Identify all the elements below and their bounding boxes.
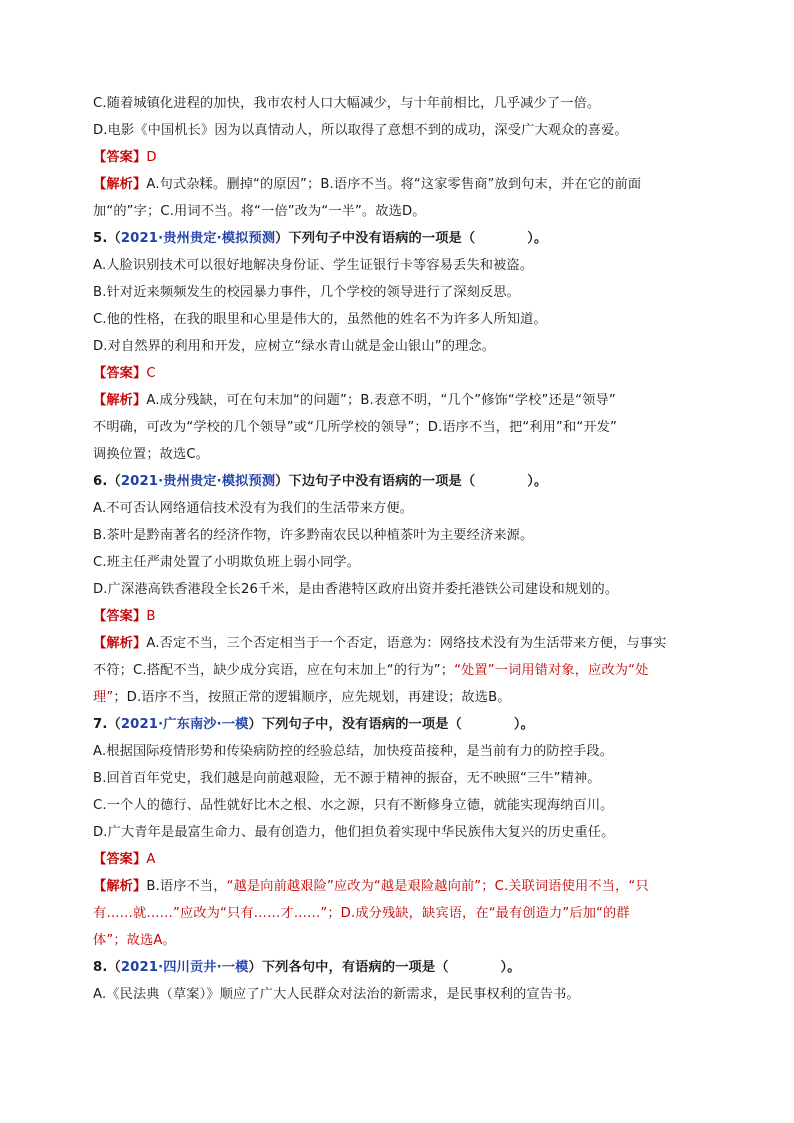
q7-analysis-line-2: 有……就……”应改为“只有……才……”；D.成分残缺，缺宾语，在“最有创造力”后加“的群 xyxy=(93,906,630,921)
q8-option-a: A.《民法典（草案）》顺应了广大人民群众对法治的新需求，是民事权利的宣告书。 xyxy=(93,987,580,1002)
q5-option-b: B.针对近来频频发生的校园暴力事件，几个学校的领导进行了深刻反思。 xyxy=(93,285,520,300)
q4-analysis-line-2: 加“的”字；C.用词不当。将“一倍”改为“一半”。故选D。 xyxy=(93,204,426,219)
question-end: ）。 xyxy=(527,474,548,489)
answer-value: A xyxy=(146,852,156,867)
question-number: 6.（ xyxy=(93,474,121,489)
question-number: 5.（ xyxy=(93,231,121,246)
question-text: ）下边句子中没有语病的一项是（ xyxy=(275,474,476,489)
q7-analysis-line-3: 体”；故选A。 xyxy=(93,933,176,948)
answer-value: D xyxy=(146,150,157,165)
analysis-text: A.成分残缺，可在句末加“的问题”；B.表意不明，“几个”修饰“学校”还是“领导” xyxy=(146,393,616,408)
q6-stem xyxy=(93,468,713,495)
q4-option-d: D.电影《中国机长》因为以真情动人，所以取得了意想不到的成功，深受广大观众的喜爱。 xyxy=(93,123,628,138)
analysis-text: A.句式杂糅。删掉“的原因”；B.语序不当。将“这家零售商”放到句末，并在它的前面 xyxy=(146,177,642,192)
q7-option-b: B.回首百年党史，我们越是向前越艰险，无不源于精神的振奋，无不映照“三牛”精神。 xyxy=(93,771,601,786)
question-number: 8.（ xyxy=(93,960,121,975)
analysis-text: A.否定不当，三个否定相当于一个否定，语意为：网络技术没有为生活带来方便，与事实 xyxy=(146,636,667,651)
question-text: ）下列各句中，有语病的一项是（ xyxy=(248,960,449,975)
q4-analysis-line-1 xyxy=(93,171,713,198)
question-end: ）。 xyxy=(500,960,521,975)
q7-option-d: D.广大青年是最富生命力、最有创造力，他们担负着实现中华民族伟大复兴的历史重任。 xyxy=(93,825,615,840)
analysis-text: 不符；C.搭配不当，缺少成分宾语，应在句末加上“的行为”； xyxy=(93,663,455,678)
answer-tag: 【答案】 xyxy=(93,852,147,867)
analysis-tag: 【解析】 xyxy=(93,393,147,408)
q6-option-a: A.不可否认网络通信技术没有为我们的生活带来方便。 xyxy=(93,501,414,516)
analysis-tag: 【解析】 xyxy=(93,879,147,894)
question-source: 2021·贵州贵定·模拟预测 xyxy=(120,231,276,246)
analysis-tag: 【解析】 xyxy=(93,177,147,192)
q5-option-a: A.人脸识别技术可以很好地解决身份证、学生证银行卡等容易丢失和被盗。 xyxy=(93,258,534,273)
q5-answer xyxy=(93,360,713,387)
q7-answer xyxy=(93,846,713,873)
question-end: ）。 xyxy=(513,717,534,732)
question-number: 7.（ xyxy=(93,717,121,732)
q5-analysis-line-1 xyxy=(93,387,713,414)
question-end: ）。 xyxy=(527,231,548,246)
analysis-highlight: 理” xyxy=(93,690,114,705)
q6-option-b: B.茶叶是黔南著名的经济作物，许多黔南农民以种植茶叶为主要经济来源。 xyxy=(93,528,534,543)
q7-analysis-line-1 xyxy=(93,873,713,900)
q5-option-c: C.他的性格，在我的眼里和心里是伟大的，虽然他的姓名不为许多人所知道。 xyxy=(93,312,547,327)
answer-tag: 【答案】 xyxy=(93,150,147,165)
q6-option-c: C.班主任严肃处置了小明欺负班上弱小同学。 xyxy=(93,555,361,570)
analysis-highlight: “越是向前越艰险”应改为“越是艰险越向前”；C.关联词语使用不当，“只 xyxy=(226,879,649,894)
answer-tag: 【答案】 xyxy=(93,609,147,624)
question-source: 2021·广东南沙·一模 xyxy=(120,717,249,732)
q6-analysis-line-1 xyxy=(93,630,713,657)
answer-value: C xyxy=(146,366,156,381)
q6-analysis-line-3 xyxy=(93,684,713,711)
document-page xyxy=(93,90,713,1008)
q5-analysis-line-3: 调换位置；故选C。 xyxy=(93,447,210,462)
q7-stem xyxy=(93,711,713,738)
question-text: ）下列句子中，没有语病的一项是（ xyxy=(248,717,462,732)
q8-stem xyxy=(93,954,713,981)
q6-option-d: D.广深港高铁香港段全长26千米，是由香港特区政府出资并委托港铁公司建设和规划的。 xyxy=(93,582,619,597)
analysis-text: B.语序不当， xyxy=(146,879,227,894)
q6-analysis-line-2 xyxy=(93,657,713,684)
q5-option-d: D.对自然界的利用和开发，应树立“绿水青山就是金山银山”的理念。 xyxy=(93,339,496,354)
answer-tag: 【答案】 xyxy=(93,366,147,381)
analysis-tag: 【解析】 xyxy=(93,636,147,651)
q4-answer xyxy=(93,144,713,171)
q7-option-c: C.一个人的德行、品性就好比木之根、水之源，只有不断修身立德，就能实现海纳百川。 xyxy=(93,798,614,813)
q5-stem xyxy=(93,225,713,252)
question-text: ）下列句子中没有语病的一项是（ xyxy=(275,231,476,246)
q6-answer xyxy=(93,603,713,630)
q4-option-c: C.随着城镇化进程的加快，我市农村人口大幅减少，与十年前相比，几乎减少了一倍。 xyxy=(93,96,601,111)
q7-option-a: A.根据国际疫情形势和传染病防控的经验总结，加快疫苗接种，是当前有力的防控手段。 xyxy=(93,744,614,759)
q5-analysis-line-2: 不明确，可改为“学校的几个领导”或“几所学校的领导”；D.语序不当，把“利用”和“开发” xyxy=(93,420,617,435)
analysis-text: ；D.语序不当，按照正常的逻辑顺序，应先规划，再建设；故选B。 xyxy=(113,690,511,705)
question-source: 2021·四川贡井·一模 xyxy=(120,960,249,975)
answer-value: B xyxy=(146,609,156,624)
question-source: 2021·贵州贵定·模拟预测 xyxy=(120,474,276,489)
analysis-highlight: “处置”一词用错对象，应改为“处 xyxy=(454,663,649,678)
